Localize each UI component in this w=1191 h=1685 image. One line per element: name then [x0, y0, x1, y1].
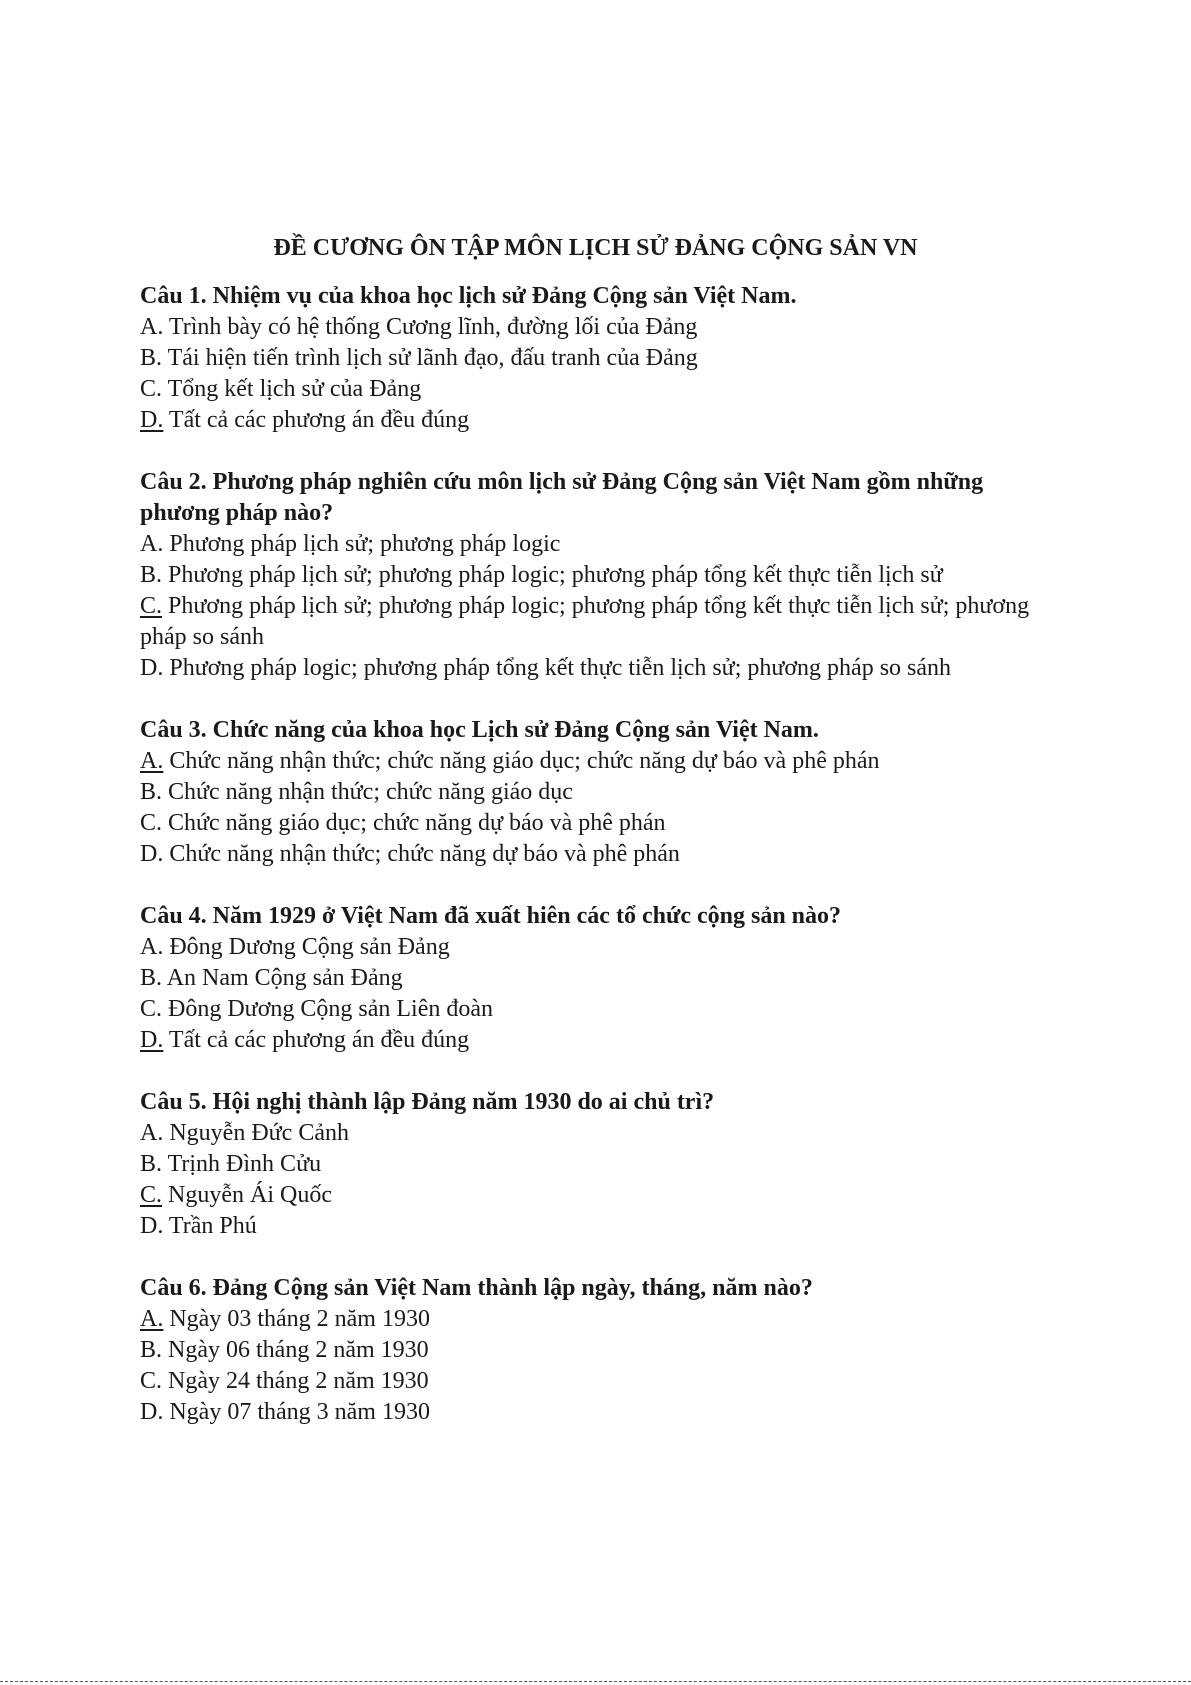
option-a [140, 746, 1050, 777]
option-letter: B. [140, 965, 163, 991]
option-c [140, 1366, 1050, 1397]
option-text: Ngày 03 tháng 2 năm 1930 [163, 1306, 430, 1332]
question-3 [140, 715, 1050, 870]
option-letter: C. [140, 1368, 163, 1394]
question-list [140, 281, 1050, 1459]
option-a [140, 529, 1050, 560]
option-letter: B. [140, 1151, 163, 1177]
option-a [140, 932, 1050, 963]
option-text: Ngày 07 tháng 3 năm 1930 [163, 1399, 430, 1425]
document-title: ĐỀ CƯƠNG ÔN TẬP MÔN LỊCH SỬ ĐẢNG CỘNG SẢN VN [273, 235, 918, 261]
option-letter-correct: A. [140, 748, 164, 774]
option-letter-correct: D. [140, 1027, 164, 1053]
question-text: Câu 1. Nhiệm vụ của khoa học lịch sử Đảng Cộng sản Việt Nam. [140, 283, 797, 309]
option-d [140, 1397, 1050, 1428]
option-c [140, 994, 1050, 1025]
option-b [140, 963, 1050, 994]
option-letter: D. [140, 655, 164, 681]
option-text: An Nam Cộng sản Đảng [162, 965, 403, 991]
option-letter: A. [140, 1120, 164, 1146]
page-bottom-divider [0, 1681, 1191, 1683]
option-b [140, 1335, 1050, 1366]
option-letter: A. [140, 934, 164, 960]
option-letter-correct: C. [140, 1182, 163, 1208]
option-text: Chức năng nhận thức; chức năng giáo dục [162, 779, 573, 805]
option-text: Nguyễn Đức Cảnh [163, 1120, 349, 1146]
option-text: Chức năng giáo dục; chức năng dự báo và phê phán [162, 810, 666, 836]
option-text: Tất cả các phương án đều đúng [163, 407, 470, 433]
option-letter: D. [140, 1399, 164, 1425]
option-text: Trần Phú [163, 1213, 257, 1239]
option-a [140, 312, 1050, 343]
option-letter: D. [140, 1213, 164, 1239]
option-d [140, 1211, 1050, 1242]
question-6 [140, 1273, 1050, 1428]
option-d [140, 839, 1050, 870]
option-d [140, 653, 1050, 684]
option-text: Tổng kết lịch sử của Đảng [162, 376, 422, 402]
option-letter: A. [140, 314, 164, 340]
option-text: Ngày 24 tháng 2 năm 1930 [162, 1368, 429, 1394]
option-letter-correct: C. [140, 593, 163, 619]
option-text: Đông Dương Cộng sản Đảng [163, 934, 450, 960]
option-a [140, 1304, 1050, 1335]
option-letter: A. [140, 531, 164, 557]
option-letter: C. [140, 810, 163, 836]
option-text: Tái hiện tiến trình lịch sử lãnh đạo, đấu tranh của Đảng [162, 345, 698, 371]
option-text: Tất cả các phương án đều đúng [163, 1027, 470, 1053]
question-text: Câu 2. Phương pháp nghiên cứu môn lịch sử Đảng Cộng sản Việt Nam gồm những phương pháp nào? [140, 469, 984, 526]
option-d [140, 405, 1050, 436]
option-letter: C. [140, 996, 163, 1022]
option-letter: C. [140, 376, 163, 402]
option-text: Đông Dương Cộng sản Liên đoàn [162, 996, 494, 1022]
option-text: Phương pháp lịch sử; phương pháp logic; phương pháp tổng kết thực tiễn lịch sử; phương pháp so sánh [140, 593, 1030, 650]
option-d [140, 1025, 1050, 1056]
option-text: Nguyễn Ái Quốc [162, 1182, 332, 1208]
option-text: Phương pháp lịch sử; phương pháp logic [163, 531, 561, 557]
option-letter-correct: A. [140, 1306, 164, 1332]
option-text: Phương pháp logic; phương pháp tổng kết thực tiễn lịch sử; phương pháp so sánh [163, 655, 952, 681]
option-text: Ngày 06 tháng 2 năm 1930 [162, 1337, 429, 1363]
option-c [140, 374, 1050, 405]
option-letter: B. [140, 779, 163, 805]
option-letter: B. [140, 562, 163, 588]
option-a [140, 1118, 1050, 1149]
option-letter: B. [140, 1337, 163, 1363]
question-text: Câu 4. Năm 1929 ở Việt Nam đã xuất hiên các tổ chức cộng sản nào? [140, 903, 842, 929]
option-text: Trình bày có hệ thống Cương lĩnh, đường lối của Đảng [163, 314, 698, 340]
option-text: Phương pháp lịch sử; phương pháp logic; phương pháp tổng kết thực tiễn lịch sử [162, 562, 943, 588]
option-c [140, 1180, 1050, 1211]
option-letter: D. [140, 841, 164, 867]
option-b [140, 560, 1050, 591]
option-text: Chức năng nhận thức; chức năng giáo dục; chức năng dự báo và phê phán [163, 748, 880, 774]
option-text: Trịnh Đình Cửu [162, 1151, 322, 1177]
question-1 [140, 281, 1050, 436]
question-2 [140, 467, 1050, 684]
option-b [140, 777, 1050, 808]
question-4 [140, 901, 1050, 1056]
option-letter: B. [140, 345, 163, 371]
option-c [140, 591, 1050, 653]
option-c [140, 808, 1050, 839]
question-text: Câu 3. Chức năng của khoa học Lịch sử Đảng Cộng sản Việt Nam. [140, 717, 819, 743]
option-text: Chức năng nhận thức; chức năng dự báo và phê phán [163, 841, 680, 867]
question-text: Câu 6. Đảng Cộng sản Việt Nam thành lập ngày, tháng, năm nào? [140, 1275, 813, 1301]
option-b [140, 343, 1050, 374]
option-b [140, 1149, 1050, 1180]
option-letter-correct: D. [140, 407, 164, 433]
question-text: Câu 5. Hội nghị thành lập Đảng năm 1930 do ai chủ trì? [140, 1089, 715, 1115]
question-5 [140, 1087, 1050, 1242]
